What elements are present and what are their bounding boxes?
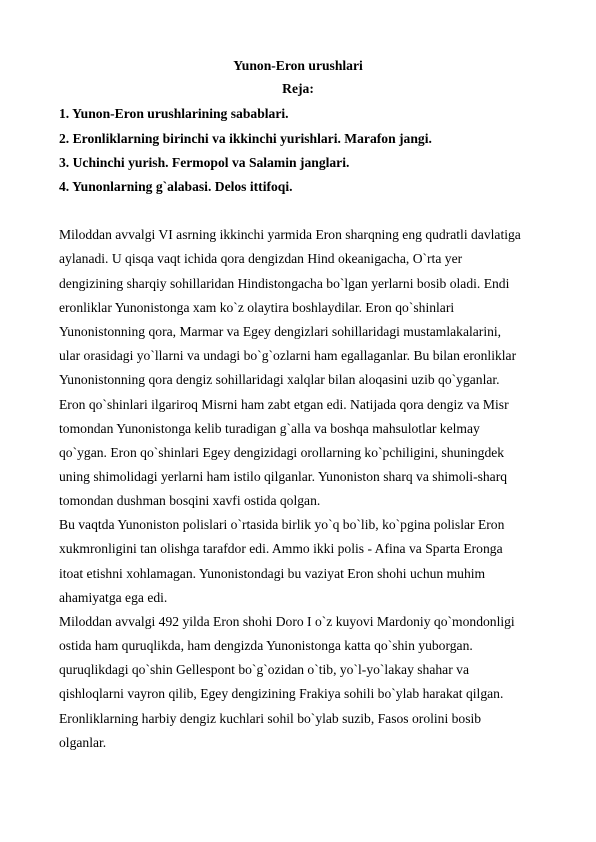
body-text-line: xukmronligini tan olishga tarafdor edi. Ammo ikki polis - Afina va Sparta Eronga	[59, 541, 503, 556]
body-text-line: itoat etishni xohlamagan. Yunonistondagi bu vaziyat Eron shohi uchun muhim	[59, 566, 486, 581]
body-text-line: Miloddan avvalgi VI asrning ikkinchi yarmida Eron sharqning eng qudratli davlatiga	[59, 227, 521, 242]
body-text-line: Eronliklarning harbiy dengiz kuchlari sohil bo`ylab suzib, Fasos orolini bosib	[59, 711, 482, 726]
body-text-line: qishloqlarni vayron qilib, Egey dengizining Frakiya sohili bo`ylab harakat qilgan.	[59, 686, 504, 701]
body-text-line: uning shimolidagi yerlarni ham istilo qilganlar. Yunoniston sharq va shimoli-sharq	[59, 469, 508, 484]
plan-item: 3. Uchinchi yurish. Fermopol va Salamin janglari.	[59, 155, 350, 170]
body-text-line: Bu vaqtda Yunoniston polislari o`rtasida birlik yo`q bo`lib, ko`pgina polislar Eron	[59, 517, 505, 532]
body-text-line: ostida ham quruqlikda, ham dengizda Yunonistonga katta qo`shin yuborgan.	[59, 638, 473, 653]
body-text-line: Miloddan avvalgi 492 yilda Eron shohi Doro I o`z kuyovi Mardoniy qo`mondonligi	[59, 614, 515, 629]
body-text-line: quruqlikdagi qo`shin Gellespont bo`g`ozidan o`tib, yo`l-yo`lakay shahar va	[59, 662, 469, 677]
body-text-line: Yunonistonning qora, Marmar va Egey dengizlari sohillaridagi mustamlakalarini,	[59, 324, 502, 339]
plan-heading: Reja:	[282, 81, 314, 96]
body-text-line: Eron qo`shinlari ilgariroq Misrni ham zabt etgan edi. Natijada qora dengiz va Misr	[59, 397, 509, 412]
plan-item: 1. Yunon-Eron urushlarining sabablari.	[59, 106, 289, 121]
plan-item: 2. Eronliklarning birinchi va ikkinchi yurishlari. Marafon jangi.	[59, 131, 432, 146]
plan-item: 4. Yunonlarning g`alabasi. Delos ittifoqi.	[59, 179, 293, 194]
body-text-line: olganlar.	[59, 735, 107, 750]
body-text-line: tomondan dushman bosqini xavfi ostida qolgan.	[59, 493, 321, 508]
body-text-line: ular orasidagi yo`llarni va undagi bo`g`ozlarni ham egallaganlar. Bu bilan eronliklar	[59, 348, 517, 363]
body-text-line: Yunonistonning qora dengiz sohillaridagi xalqlar bilan aloqasini uzib qo`yganlar.	[59, 372, 500, 387]
body-text-line: tomondan Yunonistonga kelib turadigan g`alla va boshqa mahsulotlar kelmay	[59, 421, 480, 436]
body-text-line: qo`ygan. Eron qo`shinlari Egey dengizidagi orollarning ko`pchiligini, shuningdek	[59, 445, 505, 460]
body-text-line: ahamiyatga ega edi.	[59, 590, 168, 605]
body-text-line: dengizining sharqiy sohillaridan Hindistongacha bo`lgan yerlarni bosib oladi. Endi	[59, 276, 510, 291]
body-text-line: eronliklar Yunonistonga xam ko`z olaytira boshlaydilar. Eron qo`shinlari	[59, 300, 455, 315]
body-text-line: aylanadi. U qisqa vaqt ichida qora dengizdan Hind okeanigacha, O`rta yer	[59, 251, 463, 266]
document-title: Yunon-Eron urushlari	[233, 58, 363, 73]
